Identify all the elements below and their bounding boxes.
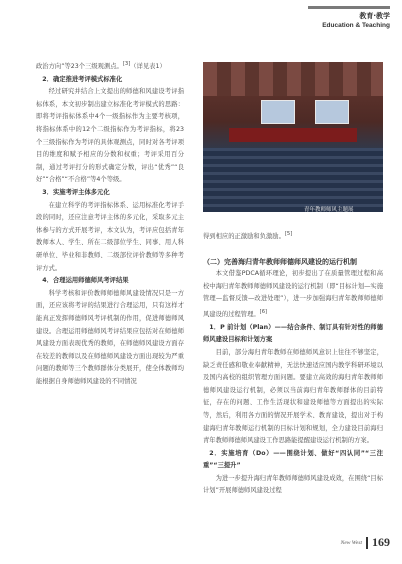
paragraph: 目前，部分海归青年教师在师德师风意识上往往不够坚定，缺乏责任感和敬业奉献精神，无法快速适应国内教学科研环境以及国内高校的组织管理方面问题。要建立高效的海归青年教师师德师风建设运行机制，必须以当前海归青年教师群体的目前特征，存在的问题、工作生活现状和建设师德等方面提出的实际等，然后，利用各方面的情况开展学术、教育建设，提出对于构建海归青年教师运行机制的目标计划和规划，全力建设目前海归青年教师师德师风建设工作思路能提醒建设运行机制的方案。 (203, 348, 383, 445)
section-heading: （二）完善海归青年教师师德师风建设的运行机制 (203, 257, 357, 266)
item-heading-2: 2．确定推进考评模式标准化 (42, 75, 123, 83)
photo-ceiling (203, 62, 383, 96)
citation-ref: [6] (259, 309, 268, 316)
right-column (203, 228, 383, 498)
magazine-brand: New West (340, 539, 362, 546)
footer-divider (366, 537, 368, 549)
photo-screen-right (315, 100, 349, 124)
paragraph-continued: 政治方向”等23个三级观测点。[3]（详见表1） (36, 61, 166, 71)
item-heading-4: 4．合理运用师德师风考评结果 (42, 277, 129, 285)
item-heading-1: 1．P 前计划（Plan）——结合条件、制订具有针对性的师德师风建设目标和计划方案 (203, 323, 383, 344)
left-column (36, 58, 184, 389)
photo-caption: 青年教师师风主题展 (304, 207, 354, 213)
paragraph: 科学考核和评价教师师德师风建设情况只是一方面，还应该将考评的结果进行合理运用，只有这样才能真正发挥师德师风考评机制的作用，促进师德师风建设。合理运用师德师风考评结果应包括对在师德师风建设方面表现优秀的教师，在师德师风建设方面存在较差的教师以及在师德师风建设方面出现较为严重问题的教师等三个教师群体分类展开，使全体教师均能根据自身师德师风建设的不同情况 (36, 289, 184, 385)
citation-ref: [3] (122, 61, 131, 67)
photo-audience (203, 148, 383, 212)
item-heading-2: 2．实施培育（Do）——围绕计划、做好“四认同”“三注重”“三提升” (203, 449, 383, 470)
header-rule (308, 6, 390, 9)
item-heading-3: 3．实施考评主体多元化 (42, 189, 110, 197)
paragraph: 在建立科学的考评指标体系、运用标准化考评手段的同时，还应注意考评主体的多元化，采取多元主体参与的方式开展考评，本文认为，考评应包括青年教师本人、学生、所在二级部位学生、同事、用人科研单位、毕业和非教师、二级部位评价教师等多种考评方式。 (36, 201, 184, 272)
paragraph: 为进一步提升海归青年教师师德师风建设成效，在围绕“目标计划”开展师德师风建设过程 (203, 474, 383, 495)
photo-stage (229, 128, 357, 142)
photo-screen-left (261, 100, 295, 124)
page-number: 169 (372, 535, 390, 549)
paragraph: 本文借鉴PDCA循环理论，初步提出了在质量管理过程和高校中海归青年教师师德师风建设的运行机制（即“目标计划—实施管理—监督反馈—改进处理”），进一步加强海归青年教师师德师风建设的过程管理。[6] (203, 270, 383, 319)
citation-ref: [5] (284, 231, 293, 237)
section-name-cn: 教育·教学 (359, 12, 390, 20)
section-name-en: Education & Teaching (322, 22, 390, 29)
paragraph-continued: 得到相应的正激励和负激励。[5] (203, 231, 293, 241)
page-footer (341, 535, 390, 550)
page-header (308, 6, 390, 30)
conference-photo (203, 62, 383, 212)
paragraph: 经过研究并结合上文提出的师德和风建设考评指标体系，本文初步制出建立标准化考评模式的思路：即将考评指标体系中4个一级指标作为主要考核项，将指标体系中的12个二级指标作为考评指标，将23个三级指标作为考评的具体观测点，同时对各考评项目的维度和赋予相应的分数和权重；考评采用百分制，通过考评打分的形式确定分数，评出“优秀”“良好”“合格”“不合格”等4个等级。 (36, 88, 184, 184)
